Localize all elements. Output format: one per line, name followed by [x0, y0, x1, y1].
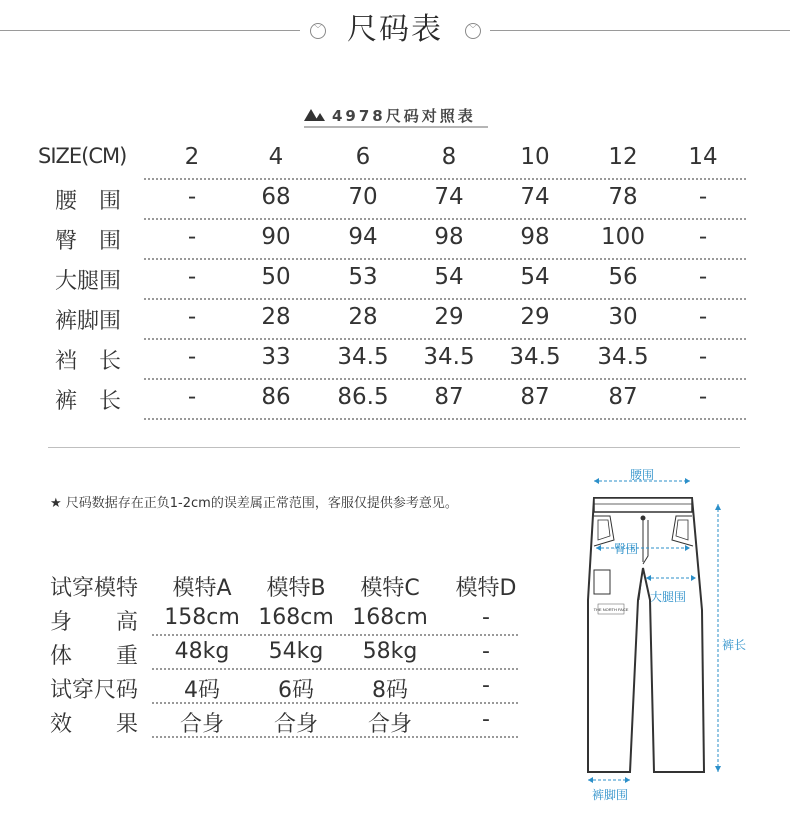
fit-column-header: 模特B — [266, 576, 326, 601]
fit-cell: - — [482, 673, 490, 698]
thigh-label: 大腿围 — [650, 590, 687, 604]
size-cell: 33 — [261, 344, 291, 370]
fit-cell: 合身 — [179, 712, 224, 737]
fit-row-label: 身 高 — [50, 610, 139, 635]
size-cell: 56 — [608, 264, 638, 290]
header-line-left — [0, 30, 300, 31]
size-cell: 86 — [261, 384, 291, 410]
pants-illustration — [580, 460, 760, 810]
fit-cell: 8码 — [372, 678, 408, 703]
fit-cell: - — [482, 639, 490, 664]
size-cell: - — [187, 304, 197, 330]
size-header-row — [36, 140, 746, 180]
size-cell: 68 — [261, 184, 291, 210]
hem-label: 裤脚围 — [592, 788, 629, 802]
fit-row-label: 试穿尺码 — [50, 678, 139, 703]
size-column-header: 4 — [268, 144, 284, 170]
size-cell: - — [187, 344, 197, 370]
size-row-label: 裤脚围 — [54, 309, 121, 334]
size-cell: 87 — [434, 384, 464, 410]
fit-cell: 合身 — [273, 712, 318, 737]
size-cell: 34.5 — [337, 344, 389, 370]
fit-cell: 54kg — [268, 639, 324, 664]
fit-cell: 168cm — [258, 605, 334, 630]
size-cell: - — [698, 184, 708, 210]
size-cell: 54 — [520, 264, 550, 290]
size-row — [36, 220, 746, 260]
size-cell: 98 — [434, 224, 464, 250]
size-cell: 90 — [261, 224, 291, 250]
fit-cell: 4码 — [184, 678, 220, 703]
size-row — [36, 340, 746, 380]
fit-row — [48, 670, 518, 704]
size-cell: 53 — [348, 264, 378, 290]
length-label: 裤长 — [722, 638, 747, 652]
size-cell: - — [698, 344, 708, 370]
size-cell: 86.5 — [337, 384, 389, 410]
fitting-table — [48, 568, 518, 738]
size-cell: 29 — [520, 304, 550, 330]
size-cell: 70 — [348, 184, 378, 210]
fit-cell: - — [482, 707, 490, 732]
pants-diagram — [580, 460, 760, 810]
fit-cell: 48kg — [174, 639, 230, 664]
fit-column-header: 模特C — [360, 576, 420, 601]
fit-row-label: 体 重 — [50, 644, 139, 669]
section-divider — [48, 447, 740, 448]
size-cell: - — [698, 264, 708, 290]
size-cell: 34.5 — [597, 344, 649, 370]
size-cell: 78 — [608, 184, 638, 210]
fit-header-label: 试穿模特 — [50, 576, 139, 601]
fit-cell: - — [482, 605, 490, 630]
measurement-note: ★ 尺码数据存在正负1-2cm的误差属正常范围，客服仅提供参考意见。 — [50, 496, 458, 511]
size-cell: 34.5 — [509, 344, 561, 370]
page-title: 尺码表 — [347, 12, 443, 47]
header-line-right — [490, 30, 790, 31]
mountain-icon-small — [315, 113, 325, 121]
fit-cell: 158cm — [164, 605, 240, 630]
size-cell: - — [187, 224, 197, 250]
size-column-header: 6 — [355, 144, 371, 170]
size-row — [36, 180, 746, 220]
fit-row — [48, 602, 518, 636]
size-cell: - — [698, 224, 708, 250]
size-cell: 74 — [434, 184, 464, 210]
size-table — [36, 140, 746, 420]
size-row-label: 腰 围 — [54, 189, 121, 214]
fit-row-label: 效 果 — [50, 712, 139, 737]
size-header-label: SIZE(CM) — [38, 144, 127, 168]
fit-cell: 6码 — [278, 678, 314, 703]
size-column-header: 8 — [441, 144, 457, 170]
waist-label: 腰围 — [630, 468, 655, 482]
size-column-header: 14 — [688, 144, 718, 170]
row-dotted-rule — [152, 736, 518, 738]
fit-column-header: 模特D — [455, 576, 517, 601]
size-cell: 98 — [520, 224, 550, 250]
fit-column-header: 模特A — [172, 576, 232, 601]
table-subtitle — [304, 104, 488, 128]
fit-cell: 168cm — [352, 605, 428, 630]
size-cell: 54 — [434, 264, 464, 290]
size-column-header: 2 — [184, 144, 200, 170]
size-cell: 74 — [520, 184, 550, 210]
size-row-label: 裆 长 — [54, 349, 121, 374]
size-row — [36, 300, 746, 340]
size-cell: - — [187, 264, 197, 290]
subtitle-underline — [304, 126, 488, 128]
row-dotted-rule — [144, 418, 746, 420]
size-row-label: 大腿围 — [54, 269, 121, 294]
size-column-header: 12 — [608, 144, 638, 170]
chevron-down-icon: ﹀ — [465, 23, 481, 39]
size-cell: - — [698, 304, 708, 330]
size-cell: - — [698, 384, 708, 410]
size-column-header: 10 — [520, 144, 550, 170]
size-row — [36, 260, 746, 300]
size-row — [36, 380, 746, 420]
size-cell: - — [187, 384, 197, 410]
fit-row — [48, 704, 518, 738]
size-row-label: 臀 围 — [54, 229, 121, 254]
size-cell: 87 — [520, 384, 550, 410]
size-cell: 28 — [348, 304, 378, 330]
fit-cell: 合身 — [367, 712, 412, 737]
size-row-label: 裤 长 — [54, 389, 121, 414]
size-cell: 29 — [434, 304, 464, 330]
size-cell: 34.5 — [423, 344, 475, 370]
size-cell: 87 — [608, 384, 638, 410]
hip-label: 臀围 — [614, 542, 639, 556]
size-cell: 30 — [608, 304, 638, 330]
size-cell: 50 — [261, 264, 291, 290]
size-cell: 94 — [348, 224, 378, 250]
fit-cell: 58kg — [362, 639, 418, 664]
size-cell: 100 — [601, 224, 645, 250]
brand-logo-text: THE NORTH FACE — [593, 607, 629, 612]
fit-header-row — [48, 568, 518, 602]
chevron-down-icon: ﹀ — [310, 23, 326, 39]
size-cell: 28 — [261, 304, 291, 330]
size-cell: - — [187, 184, 197, 210]
subtitle-text: 4978尺码对照表 — [332, 107, 476, 125]
fit-row — [48, 636, 518, 670]
